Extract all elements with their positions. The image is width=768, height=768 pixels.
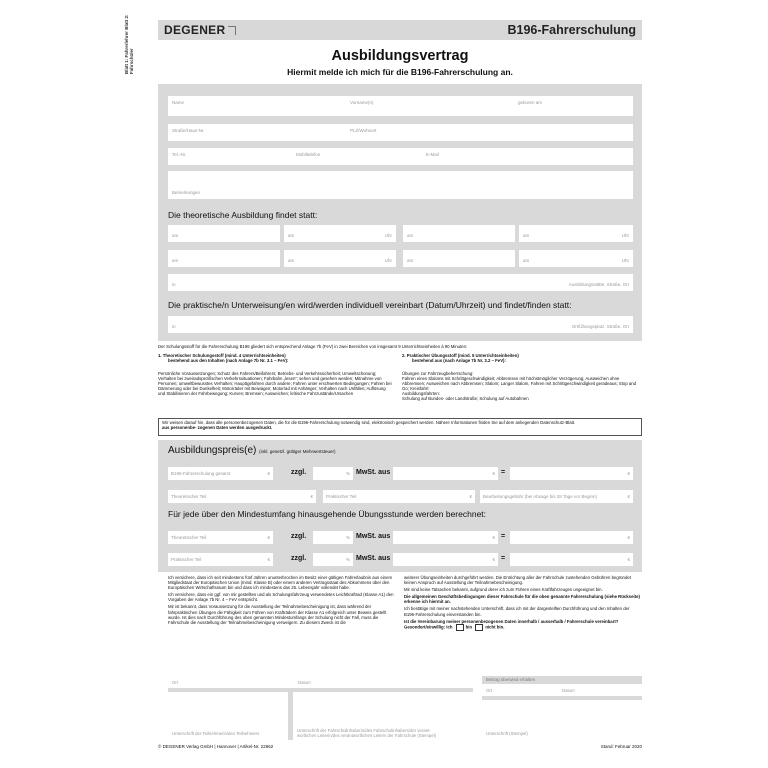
footer-copyright: © DEGENER Verlag GmbH | Hannover | Artikel-Nr. 22662 bbox=[158, 744, 274, 749]
theory-uhr-3[interactable]: am Uhr bbox=[284, 250, 396, 267]
practical-location-field[interactable]: in Ort/Übungsplatz, Straße, Ort bbox=[168, 316, 633, 333]
name-row[interactable] bbox=[168, 96, 633, 116]
right-ort-datum-field[interactable]: Ort Datum bbox=[482, 684, 642, 696]
legal-left: Ich versichere, dass ich seit mindestens fünf Jahren ununterbrochen im Besitz einer gültigen Fahrerlaubnis aus einem Mitgliedstaat der Europäischen Union (mind. Klasse B) oder einem anderen Vertragsstaat des Abkommens über den Europäischen Wirtschaftsraum bin und dass ich mindestens das 25. Lebensjahr vollendet habe. Ich versichere, dass ein ggf. von mir gestelltes und als Schulungsfahrzeug verwendetes Leichtkraftrad (Klasse A1) den Vorgaben der Anlage 7b Nr. 4 – FeV entspricht. Mir ist bekannt, dass Voraussetzung für die Ausstellung der Teilnahmebescheinigung ist, dass während der fahrpraktischen Übungen die Fähigkeit zum Führen von Krafträdern der Klasse A1 erfolgreich unter Beweis gestellt wurde. Ist dies nach Durchführung des oben genannten Mindestumfangs der Schulung nicht der Fall, muss die Fahrschule die Ausstellung der Teilnahmebescheinigung verweigern. Zu diesem Zweck ist die bbox=[168, 575, 394, 625]
fahrlehrer-signature-label: Unterschrift der Fahrschulinhaberin/des Fahrschulinhabers/der verant- wortlichen Leiterin/des verantwortlichen Leiters der Fahrschule (Stempel) bbox=[297, 728, 436, 738]
equals-3: = bbox=[501, 555, 506, 562]
degener-logo: DEGENER bbox=[164, 23, 236, 37]
side-label: Blatt 1: Fahrerlehrer Blatt 2: Fahrschüler bbox=[124, 14, 134, 74]
theory-uhr-2[interactable]: am Uhr bbox=[519, 225, 633, 242]
total-3[interactable]: € bbox=[510, 553, 633, 566]
theory-am-4[interactable]: am bbox=[403, 250, 515, 267]
praxis-field[interactable]: Praktischer Teil € bbox=[323, 490, 475, 503]
theory-uhr-1[interactable]: am Uhr bbox=[284, 225, 396, 242]
theory-uhr-4[interactable]: am Uhr bbox=[519, 250, 633, 267]
theory-location-field[interactable]: in Ausbildungsstätte, Straße, Ort bbox=[168, 274, 633, 291]
mwst-label-1: MwSt. aus bbox=[356, 469, 391, 476]
vorname-label: Vorname(n) bbox=[350, 100, 374, 105]
strasse-label: Straße/Haus-Nr. bbox=[172, 128, 205, 133]
price-section bbox=[158, 440, 642, 572]
extra-praxis-field[interactable]: Praktischer Teil € bbox=[168, 553, 273, 566]
theory-curriculum-body: Persönliche Voraussetzungen; Schutz des Fahrers/Beifahrers; Betriebs- und Verkehrssicherheit; Umweltschonung; Verhalten bei zweiradspezifischen Verkehrssituationen; Fahrbahn „lesen“; sehen und gesehen werden; Mitnahme von Personen; umweltbewusstes Verhalten; Haupttgefahren durch andere; Fahren unter erschwerten Bedingungen; Fahren bei Dämmerung oder bei Dunkelheit; Motorräder mit Beiwagen; Motorrad mit Anhänger; Verhalten nach Unfällen; Auflösung und Stabilisieren der Fahrbewegung; Kurven; Bremsen; Ausweichen; kritische Fahrzustände/Ursachen bbox=[158, 371, 392, 397]
practical-curriculum-sub: bestehend aus (nach Anlage 7b Nr. 3.2 – FeV): bbox=[412, 358, 506, 363]
address-row[interactable] bbox=[168, 124, 633, 141]
logo-mark-icon bbox=[228, 26, 236, 35]
theorie-field[interactable]: Theoretischer Teil € bbox=[168, 490, 316, 503]
note-line-2: aus personenbe- zogenen Daten werden ausgedruckt. bbox=[162, 425, 273, 431]
fahrlehrer-signature-box[interactable] bbox=[293, 692, 473, 740]
stempel-signature-box[interactable] bbox=[482, 700, 642, 740]
page-subtitle: Hiermit melde ich mich für die B196-Fahrerschulung an. bbox=[287, 67, 513, 77]
consent-line: Ist die Vereinbarung meiner personenbezogenen Daten innerhalb / ausserhalb / Fahrerschule vereinbart? Gesondert/einwillig: ich bin nicht bin. bbox=[404, 618, 619, 630]
bemerkungen-label: Bemerkungen bbox=[172, 190, 201, 195]
stempel-label: Unterschrift (Stempel) bbox=[486, 731, 528, 736]
practical-heading: Die praktische/n Unterweisung/en wird/werden individuell vereinbart (Datum/Uhrzeit) und findet/finden statt: bbox=[168, 300, 572, 310]
mwst-label-2: MwSt. aus bbox=[356, 533, 391, 540]
equals-2: = bbox=[501, 533, 506, 540]
zzgl-label-2: zzgl. bbox=[291, 533, 307, 540]
practical-curriculum-head: 2. Praktischer Übungsstoff (mind. 5 Unterrichtseinheiten) bbox=[402, 353, 519, 358]
header-title: B196-Fahrerschulung bbox=[507, 23, 636, 37]
data-protection-note bbox=[158, 418, 642, 436]
theory-heading: Die theoretische Ausbildung findet statt: bbox=[168, 210, 318, 220]
practical-curriculum-body: Übungen zur Fahrzeugbeherrschung: Fahren eines Slaloms mit Schrittgeschwindigkeit; Abbremsen mit höchstmöglicher Verzögerung; Ausweichen ohne Abbremsen; Ausweichen nach Abbremsen; Slalom; Langer Slalom, Fahren mit Schrittgeschwindigkeit geradeaus; Stop and Go; Kreisfahrt Ausbildungsfahrten: Schulung auf Bundes- oder Landstraße; Schulung auf Autobahnen bbox=[402, 371, 637, 402]
mwst-amount-2[interactable]: € bbox=[393, 531, 498, 544]
ort-datum-field[interactable]: Ort Datum bbox=[168, 676, 473, 688]
gesamt-field[interactable]: B196-Fahrerschulung gesamt € bbox=[168, 467, 273, 480]
mwst-pct-2[interactable]: % bbox=[313, 531, 353, 544]
bearbeitung-field[interactable]: Bearbeitungsgebühr (bei Absage bis 28 Tage vor Beginn) € bbox=[480, 490, 633, 503]
total-2[interactable]: € bbox=[510, 531, 633, 544]
header-bar bbox=[158, 20, 642, 40]
bemerkungen-field[interactable] bbox=[168, 171, 633, 199]
zzgl-label-1: zzgl. bbox=[291, 469, 307, 476]
theory-am-1[interactable]: am bbox=[168, 225, 280, 242]
footer-date: Stand: Februar 2020 bbox=[600, 744, 642, 749]
extra-heading: Für jede über den Mindestumfang hinausgehende Übungsstunde werden berechnet: bbox=[168, 509, 487, 519]
page-title: Ausbildungsvertrag bbox=[331, 48, 469, 64]
legal-right: weiterer Übungseinheiten durchgeführt werden. Die Entrichtung aller der Fahrschule zustehenden Gebühren begründet keinen Anspruch auf Ausstellung der Teilnahmebescheinigung. Mir sind keine Tatsachen bekannt, aufgrund derer ich zum Führen eines Kraftfahrzeuges ungeeignet bin. Die allgemeinen Geschäftsbedingungen dieser Fahrschule für die oben genannte Fahrerschulung (siehe Rückseite) erkenne ich hiermit an. Ich bestätige mit meiner nachstehenden Unterschrift, dass ich mit der dargestellten Durchführung und den Inhalten der B196-Fahrerschulung einverstanden bin. Ist die Vereinbarung meiner personenbezogenen Daten innerhalb / ausserhalb / Fahrerschule vereinbart? Gesondert/einwillig: ich bin nicht bin. bbox=[404, 575, 642, 671]
zzgl-label-3: zzgl. bbox=[291, 555, 307, 562]
mwst-amount-3[interactable]: € bbox=[393, 553, 498, 566]
theory-curriculum-sub: bestehend aus den Inhalten (nach Anlage 7b Nr. 3.1 – FeV): bbox=[168, 358, 289, 363]
note-line-1: Wir weisen darauf hin, dass alle personenbezogenen Daten, die für die B196-Fahrerschulung notwendig sind, elektronisch gespeichert werden. Nähere Informationen finden Sie auf dem anliegenden Datenschutz-Blatt. bbox=[162, 420, 576, 425]
mwst-pct-1[interactable]: % bbox=[313, 467, 353, 480]
mwst-amount-1[interactable]: € bbox=[393, 467, 498, 480]
name-label: Name bbox=[172, 100, 185, 105]
tel-label: Tel.-Nr. bbox=[172, 152, 187, 157]
mwst-label-3: MwSt. aus bbox=[356, 555, 391, 562]
extra-theorie-field[interactable]: Theoretischer Teil € bbox=[168, 531, 273, 544]
email-label: E-Mail bbox=[426, 152, 439, 157]
total-1[interactable]: € bbox=[510, 467, 633, 480]
beitrag-label: Beitrag überwied erhalten bbox=[486, 677, 535, 682]
equals-1: = bbox=[501, 469, 506, 476]
contact-row[interactable] bbox=[168, 148, 633, 165]
teilnehmer-signature-box[interactable] bbox=[168, 692, 288, 740]
consent-yes-checkbox[interactable] bbox=[456, 624, 464, 631]
curriculum-intro: Der Schulungsstoff für die Fahrerschulung B196 gliedert sich entsprechend Anlage 7b (FeV) in zwei Bereichen von insgesamt 9 Unterrichtseinheiten à 90 Minuten: bbox=[158, 344, 468, 349]
mobil-label: Mobiltelefon bbox=[296, 152, 321, 157]
theory-curriculum-head: 1. Theoretischer Schulungsstoff (mind. 4 Unterrichtseinheiten) bbox=[158, 353, 286, 358]
theory-am-2[interactable]: am bbox=[403, 225, 515, 242]
signature-right-panel bbox=[482, 676, 642, 740]
geboren-label: geboren am bbox=[518, 100, 543, 105]
plz-label: PLZ/Wohnort bbox=[350, 128, 377, 133]
mwst-pct-3[interactable]: % bbox=[313, 553, 353, 566]
consent-no-checkbox[interactable] bbox=[475, 624, 483, 631]
price-heading: Ausbildungspreis(e) (inkl. gesetzl. gültiger Mehrwertsteuer) bbox=[168, 445, 336, 456]
theory-am-3[interactable]: am bbox=[168, 250, 280, 267]
teilnehmer-signature-label: Unterschrift der Teilnehmerin/des Teilnehmers bbox=[172, 731, 260, 736]
signature-left-panel bbox=[168, 676, 473, 740]
